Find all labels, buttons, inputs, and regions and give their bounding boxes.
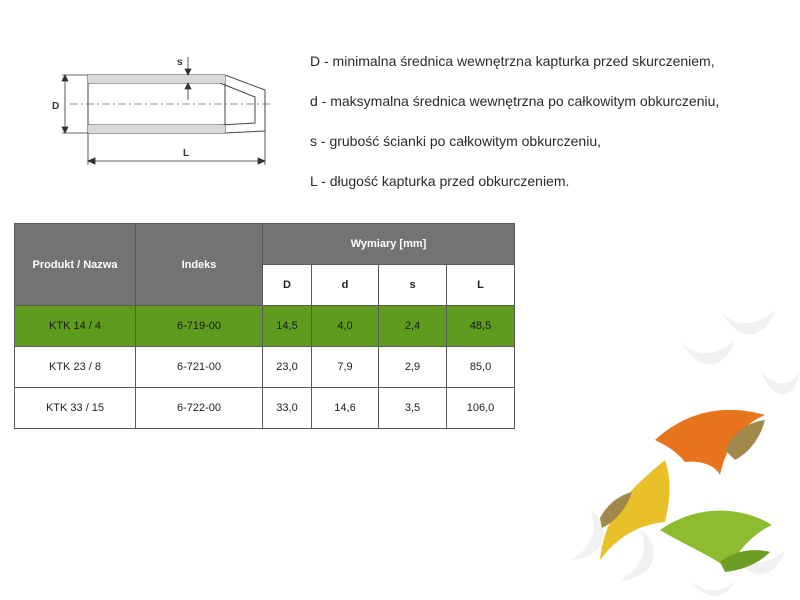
table-row bbox=[15, 347, 515, 388]
cell-D: 23,0 bbox=[263, 347, 312, 388]
cell-d: 4,0 bbox=[312, 306, 379, 347]
cell-L: 48,5 bbox=[447, 306, 515, 347]
label-s: s bbox=[177, 57, 183, 68]
cell-index: 6-719-00 bbox=[136, 306, 263, 347]
cell-s: 3,5 bbox=[379, 388, 447, 429]
header-index: Indeks bbox=[136, 224, 263, 306]
table-row bbox=[15, 388, 515, 429]
cell-name: KTK 33 / 15 bbox=[15, 388, 136, 429]
cell-s: 2,4 bbox=[379, 306, 447, 347]
cell-d: 7,9 bbox=[312, 347, 379, 388]
header-product: Produkt / Nazwa bbox=[15, 224, 136, 306]
legend-L: L - długość kapturka przed obkurczeniem. bbox=[310, 173, 570, 189]
cell-L: 85,0 bbox=[447, 347, 515, 388]
cell-L: 106,0 bbox=[447, 388, 515, 429]
cell-name: KTK 14 / 4 bbox=[15, 306, 136, 347]
cell-D: 33,0 bbox=[263, 388, 312, 429]
cell-d: 14,6 bbox=[312, 388, 379, 429]
legend-D: D - minimalna średnica wewnętrzna kapturka przed skurczeniem, bbox=[310, 53, 715, 69]
header-d: d bbox=[312, 265, 379, 306]
header-L: L bbox=[447, 265, 515, 306]
dimension-legend bbox=[310, 52, 790, 212]
wall-top bbox=[88, 75, 225, 83]
label-D: D bbox=[52, 101, 60, 112]
cell-s: 2,9 bbox=[379, 347, 447, 388]
L-dimension bbox=[88, 131, 265, 165]
cap-dimension-diagram bbox=[40, 45, 280, 175]
header-D: D bbox=[263, 265, 312, 306]
cell-name: KTK 23 / 8 bbox=[15, 347, 136, 388]
header-dimensions: Wymiary [mm] bbox=[263, 224, 515, 265]
legend-d: d - maksymalna średnica wewnętrzna po całkowitym obkurczeniu, bbox=[310, 93, 720, 109]
header-s: s bbox=[379, 265, 447, 306]
cell-index: 6-721-00 bbox=[136, 347, 263, 388]
spec-table bbox=[14, 223, 515, 429]
cell-D: 14,5 bbox=[263, 306, 312, 347]
label-L: L bbox=[183, 148, 190, 159]
wall-bottom bbox=[88, 125, 225, 133]
table-row bbox=[15, 306, 515, 347]
brand-logo bbox=[560, 300, 800, 600]
legend-s: s - grubość ścianki po całkowitym obkurczeniu, bbox=[310, 133, 602, 149]
cell-index: 6-722-00 bbox=[136, 388, 263, 429]
